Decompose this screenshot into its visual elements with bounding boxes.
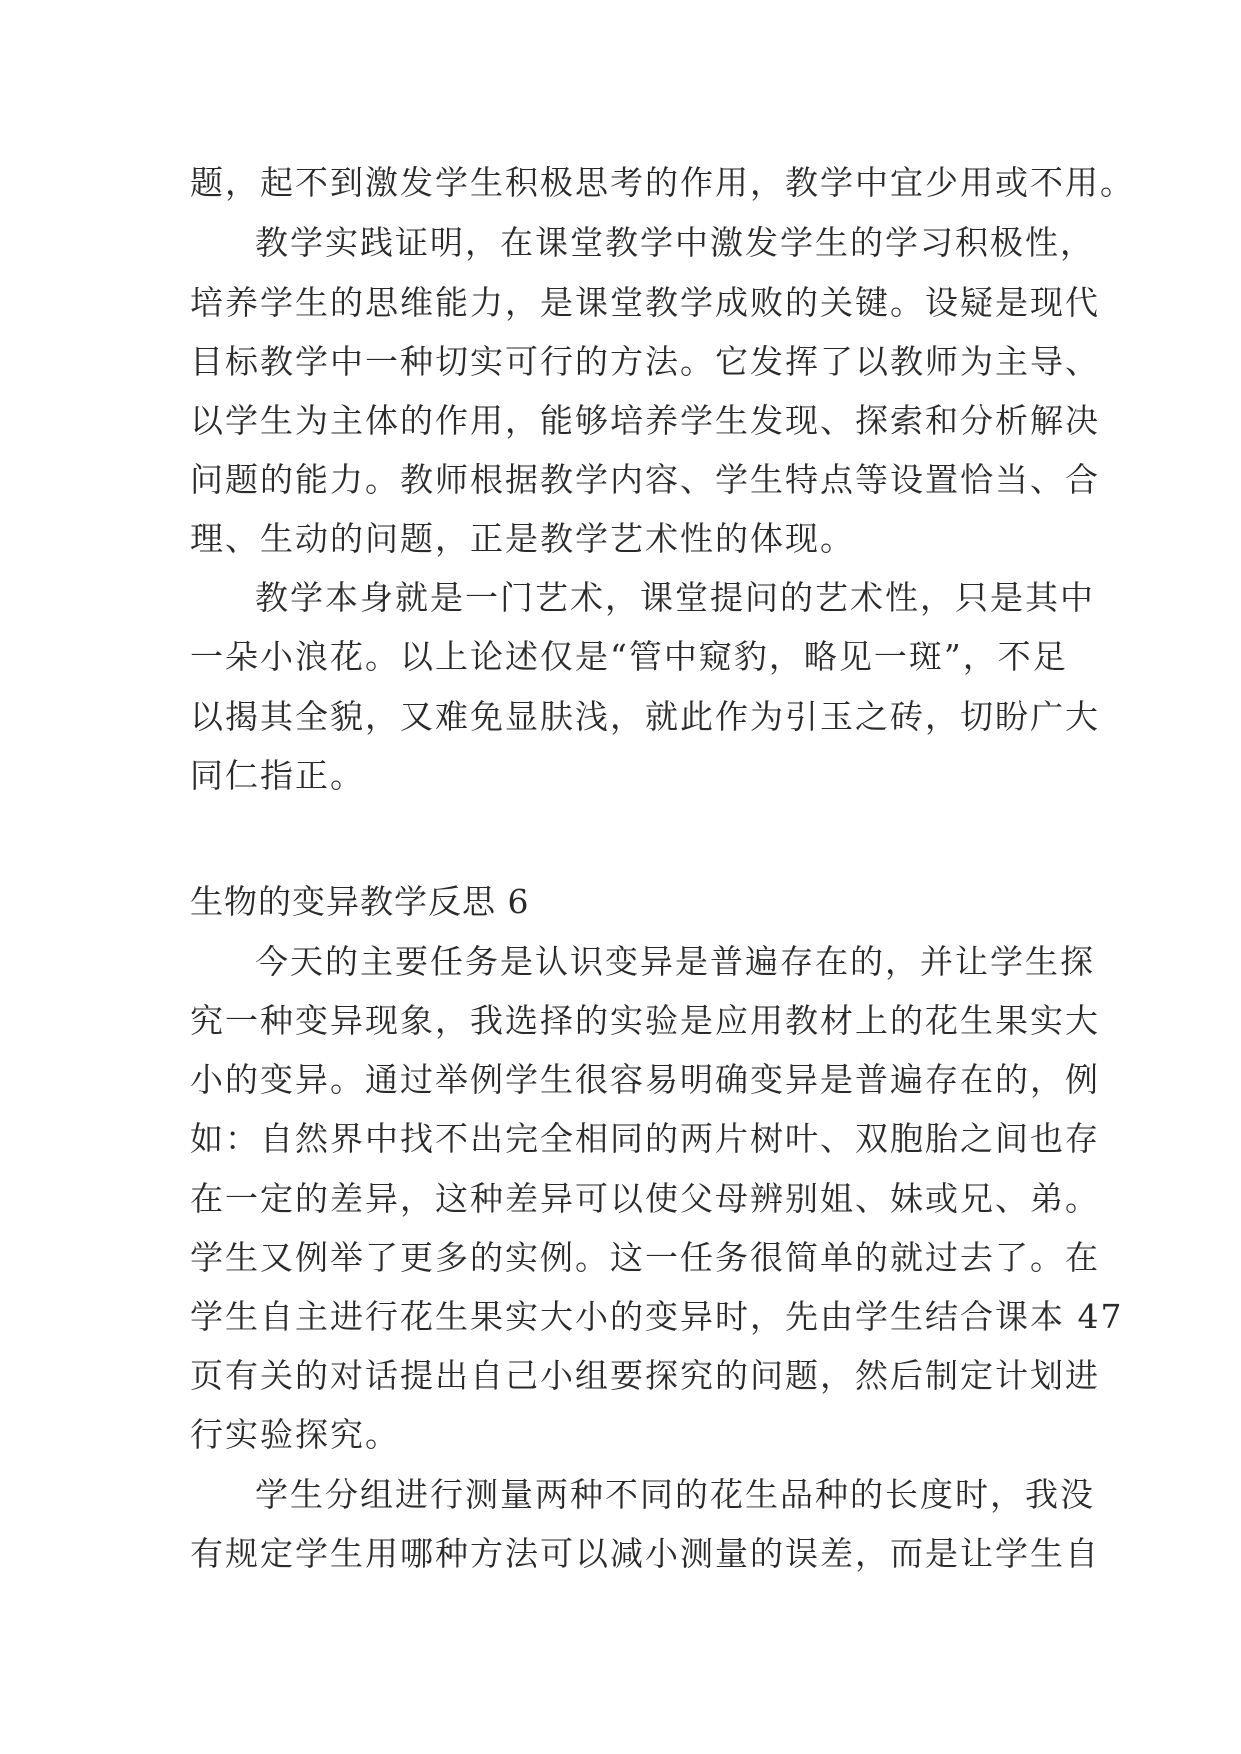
paragraph-4-line-6: 学生又例举了更多的实例。这一任务很简单的就过去了。在 (190, 1238, 1100, 1277)
paragraph-3-line-1: 教学本身就是一门艺术，课堂提问的艺术性，只是其中 (255, 578, 1095, 617)
paragraph-2-line-3: 目标教学中一种切实可行的方法。它发挥了以教师为主导、 (190, 342, 1100, 381)
paragraph-2-line-6: 理、生动的问题，正是教学艺术性的体现。 (190, 519, 855, 558)
paragraph-4-line-7: 学生自主进行花生果实大小的变异时，先由学生结合课本 47 (190, 1297, 1124, 1336)
paragraph-2-line-4: 以学生为主体的作用，能够培养学生发现、探索和分析解决 (190, 401, 1100, 440)
paragraph-4-line-2: 究一种变异现象，我选择的实验是应用教材上的花生果实大 (190, 1001, 1100, 1040)
paragraph-4-line-3: 小的变异。通过举例学生很容易明确变异是普遍存在的，例 (190, 1060, 1100, 1099)
paragraph-4-line-9: 行实验探究。 (190, 1415, 400, 1454)
paragraph-2-line-2: 培养学生的思维能力，是课堂教学成败的关键。设疑是现代 (190, 283, 1100, 322)
paragraph-3-line-3: 以揭其全貌，又难免显肤浅，就此作为引玉之砖，切盼广大 (190, 697, 1100, 736)
section-heading: 生物的变异教学反思 6 (190, 882, 530, 921)
paragraph-3-line-2: 一朵小浪花。以上论述仅是“管中窥豹，略见一斑”，不足 (190, 637, 1068, 676)
paragraph-5-line-2: 有规定学生用哪种方法可以减小测量的误差，而是让学生自 (190, 1534, 1100, 1573)
paragraph-5-line-1: 学生分组进行测量两种不同的花生品种的长度时，我没 (255, 1475, 1095, 1514)
paragraph-4-line-8: 页有关的对话提出自己小组要探究的问题，然后制定计划进 (190, 1356, 1100, 1395)
paragraph-4-line-4: 如：自然界中找不出完全相同的两片树叶、双胞胎之间也存 (190, 1119, 1100, 1158)
paragraph-4-line-1: 今天的主要任务是认识变异是普遍存在的，并让学生探 (255, 942, 1095, 981)
paragraph-2-line-1: 教学实践证明，在课堂教学中激发学生的学习积极性， (255, 223, 1095, 262)
paragraph-4-line-5: 在一定的差异，这种差异可以使父母辨别姐、妹或兄、弟。 (190, 1179, 1100, 1218)
paragraph-2-line-5: 问题的能力。教师根据教学内容、学生特点等设置恰当、合 (190, 460, 1100, 499)
paragraph-3-line-4: 同仁指正。 (190, 756, 365, 795)
paragraph-1-line-1: 题，起不到激发学生积极思考的作用，教学中宜少用或不用。 (190, 163, 1135, 202)
